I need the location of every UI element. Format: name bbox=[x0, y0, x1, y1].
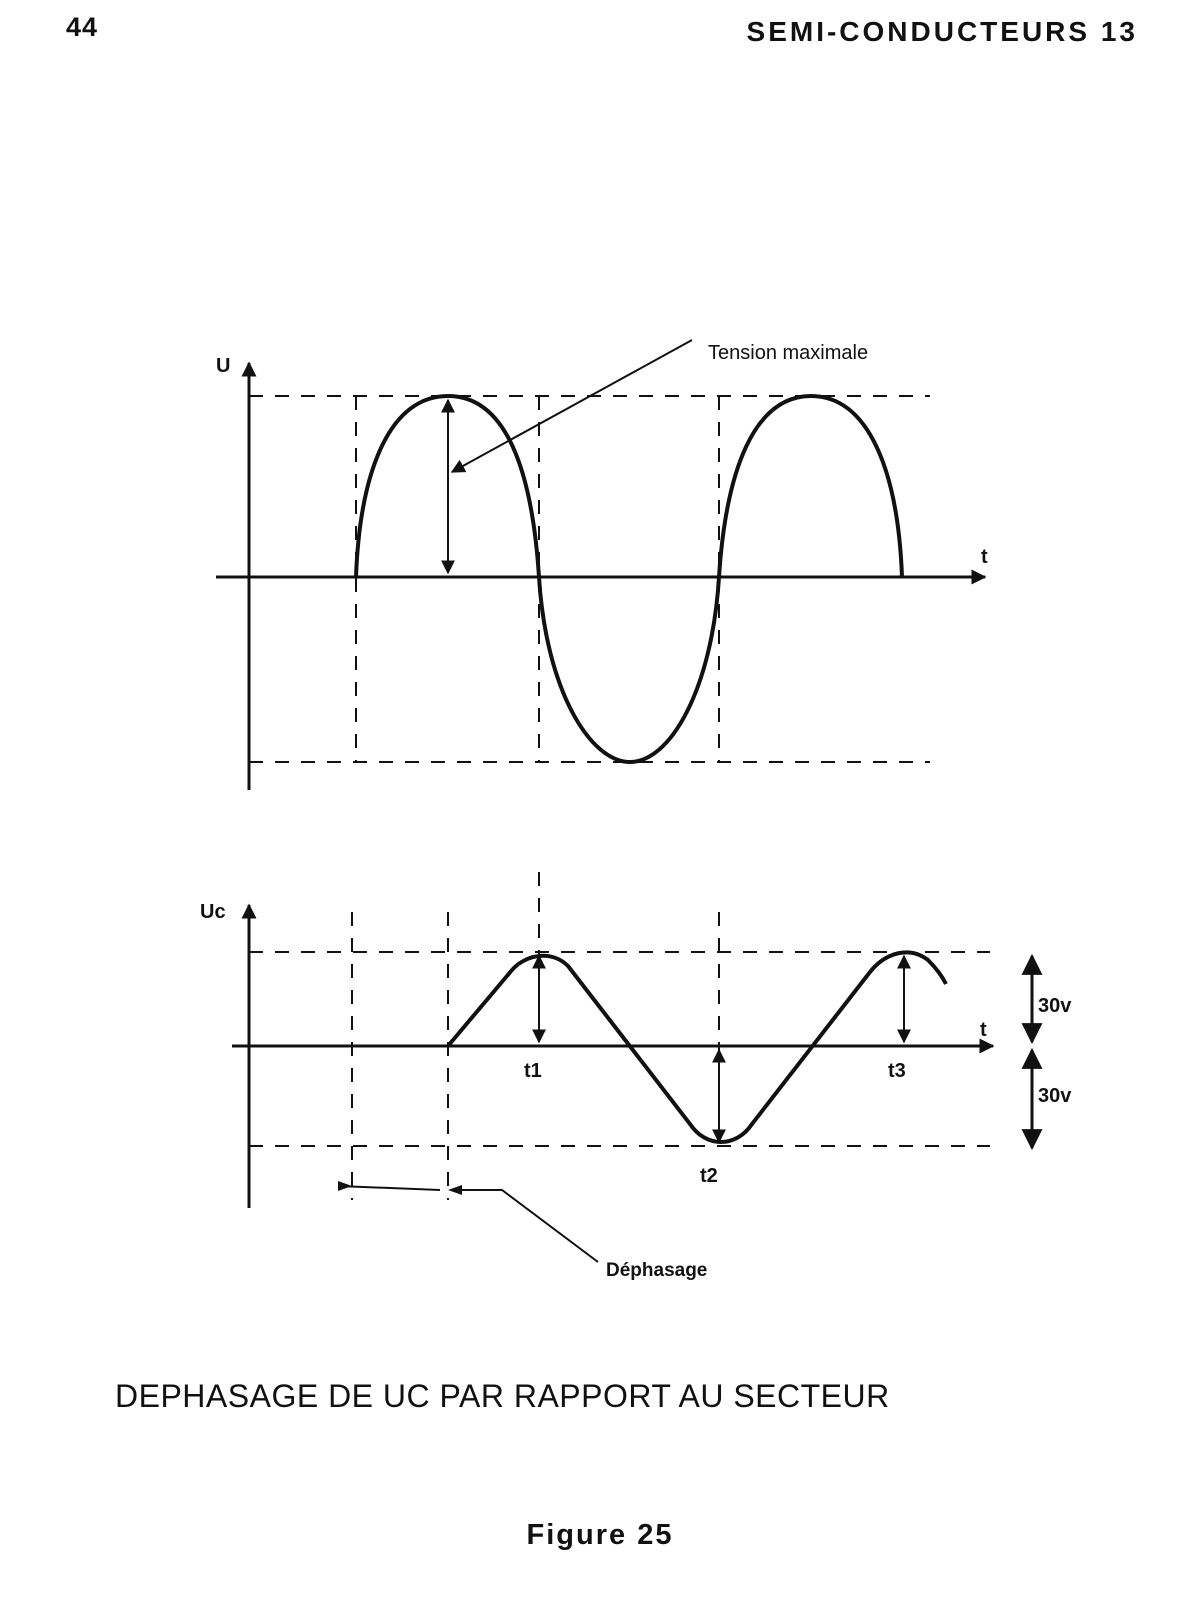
time-label-t2: t2 bbox=[700, 1165, 718, 1187]
phase-shift-arrowhead-left bbox=[338, 1181, 352, 1191]
top-y-axis-label: U bbox=[216, 355, 231, 377]
phase-shift-arrowhead-right bbox=[448, 1185, 462, 1195]
figure-number: Figure 25 bbox=[526, 1519, 674, 1551]
scale-lower-label: 30v bbox=[1038, 1085, 1072, 1107]
time-label-t3: t3 bbox=[888, 1060, 906, 1082]
time-label-t1: t1 bbox=[524, 1060, 542, 1082]
running-title: SEMI-CONDUCTEURS 13 bbox=[746, 16, 1138, 47]
figure-caption: DEPHASAGE DE UC PAR RAPPORT AU SECTEUR bbox=[115, 1378, 890, 1414]
tension-max-leader bbox=[452, 340, 692, 472]
page-number: 44 bbox=[66, 12, 99, 42]
dephasage-leader bbox=[462, 1190, 598, 1262]
bottom-y-axis-label: Uc bbox=[200, 901, 226, 923]
top-sine-wave bbox=[356, 396, 902, 762]
dephasage-callout: Déphasage bbox=[606, 1260, 708, 1281]
tension-max-callout: Tension maximale bbox=[708, 342, 869, 364]
scale-upper-label: 30v bbox=[1038, 995, 1072, 1017]
top-x-axis-label: t bbox=[981, 546, 988, 568]
top-diagram bbox=[216, 340, 988, 790]
bottom-x-axis-label: t bbox=[980, 1019, 987, 1041]
bottom-diagram bbox=[200, 872, 1072, 1281]
phase-shift-bracket bbox=[338, 1186, 440, 1190]
